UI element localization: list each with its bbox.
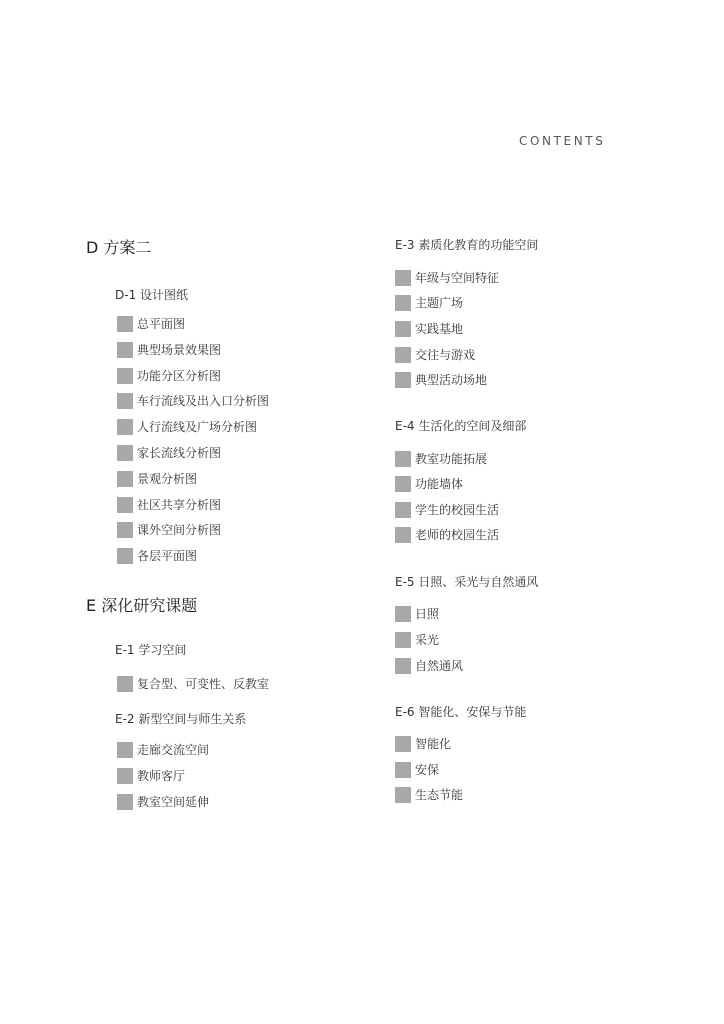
subsection-d1-title: D-1 设计图纸: [115, 288, 189, 302]
list-item: 安保: [395, 762, 439, 778]
list-item: 景观分析图: [117, 471, 197, 487]
bullet-square-icon: [117, 368, 133, 384]
list-item: 总平面图: [117, 316, 185, 332]
bullet-square-icon: [395, 658, 411, 674]
list-item: 老师的校园生活: [395, 527, 499, 543]
list-item: 人行流线及广场分析图: [117, 419, 257, 435]
bullet-square-icon: [117, 445, 133, 461]
list-item: 日照: [395, 606, 439, 622]
list-item: 年级与空间特征: [395, 270, 499, 286]
bullet-square-icon: [117, 497, 133, 513]
list-item: 车行流线及出入口分析图: [117, 393, 269, 409]
bullet-square-icon: [395, 606, 411, 622]
list-item: 生态节能: [395, 787, 463, 803]
section-d-title: D 方案二: [86, 238, 152, 257]
bullet-square-icon: [117, 316, 133, 332]
list-item: 教室功能拓展: [395, 451, 487, 467]
bullet-square-icon: [395, 451, 411, 467]
bullet-square-icon: [395, 347, 411, 363]
bullet-square-icon: [395, 787, 411, 803]
bullet-square-icon: [395, 502, 411, 518]
bullet-square-icon: [117, 794, 133, 810]
bullet-square-icon: [395, 736, 411, 752]
subsection-e4-title: E-4 生活化的空间及细部: [395, 419, 527, 433]
list-item: 采光: [395, 632, 439, 648]
list-item: 智能化: [395, 736, 451, 752]
list-item: 各层平面图: [117, 548, 197, 564]
list-item: 课外空间分析图: [117, 522, 221, 538]
bullet-square-icon: [117, 393, 133, 409]
bullet-square-icon: [117, 342, 133, 358]
bullet-square-icon: [117, 471, 133, 487]
list-item: 教室空间延伸: [117, 794, 209, 810]
subsection-e6-title: E-6 智能化、安保与节能: [395, 705, 527, 719]
bullet-square-icon: [117, 419, 133, 435]
bullet-square-icon: [395, 295, 411, 311]
list-item: 典型场景效果图: [117, 342, 221, 358]
list-item: 走廊交流空间: [117, 742, 209, 758]
list-item: 功能墙体: [395, 476, 463, 492]
bullet-square-icon: [117, 742, 133, 758]
list-item: 自然通风: [395, 658, 463, 674]
list-item: 主题广场: [395, 295, 463, 311]
subsection-e5-title: E-5 日照、采光与自然通风: [395, 575, 539, 589]
bullet-square-icon: [395, 270, 411, 286]
list-item: 交往与游戏: [395, 347, 475, 363]
bullet-square-icon: [395, 527, 411, 543]
list-item: 教师客厅: [117, 768, 185, 784]
subsection-e1-title: E-1 学习空间: [115, 643, 187, 657]
list-item: 实践基地: [395, 321, 463, 337]
bullet-square-icon: [395, 762, 411, 778]
bullet-square-icon: [395, 372, 411, 388]
bullet-square-icon: [395, 321, 411, 337]
bullet-square-icon: [395, 632, 411, 648]
bullet-square-icon: [117, 522, 133, 538]
list-item: 学生的校园生活: [395, 502, 499, 518]
list-item: 复合型、可变性、反教室: [117, 676, 269, 692]
bullet-square-icon: [117, 676, 133, 692]
section-e-title: E 深化研究课题: [86, 596, 198, 615]
list-item: 典型活动场地: [395, 372, 487, 388]
subsection-e2-title: E-2 新型空间与师生关系: [115, 712, 247, 726]
subsection-e3-title: E-3 素质化教育的功能空间: [395, 238, 539, 252]
list-item: 家长流线分析图: [117, 445, 221, 461]
list-item: 社区共享分析图: [117, 497, 221, 513]
bullet-square-icon: [117, 548, 133, 564]
list-item: 功能分区分析图: [117, 368, 221, 384]
bullet-square-icon: [395, 476, 411, 492]
contents-heading: CONTENTS: [519, 134, 606, 148]
bullet-square-icon: [117, 768, 133, 784]
